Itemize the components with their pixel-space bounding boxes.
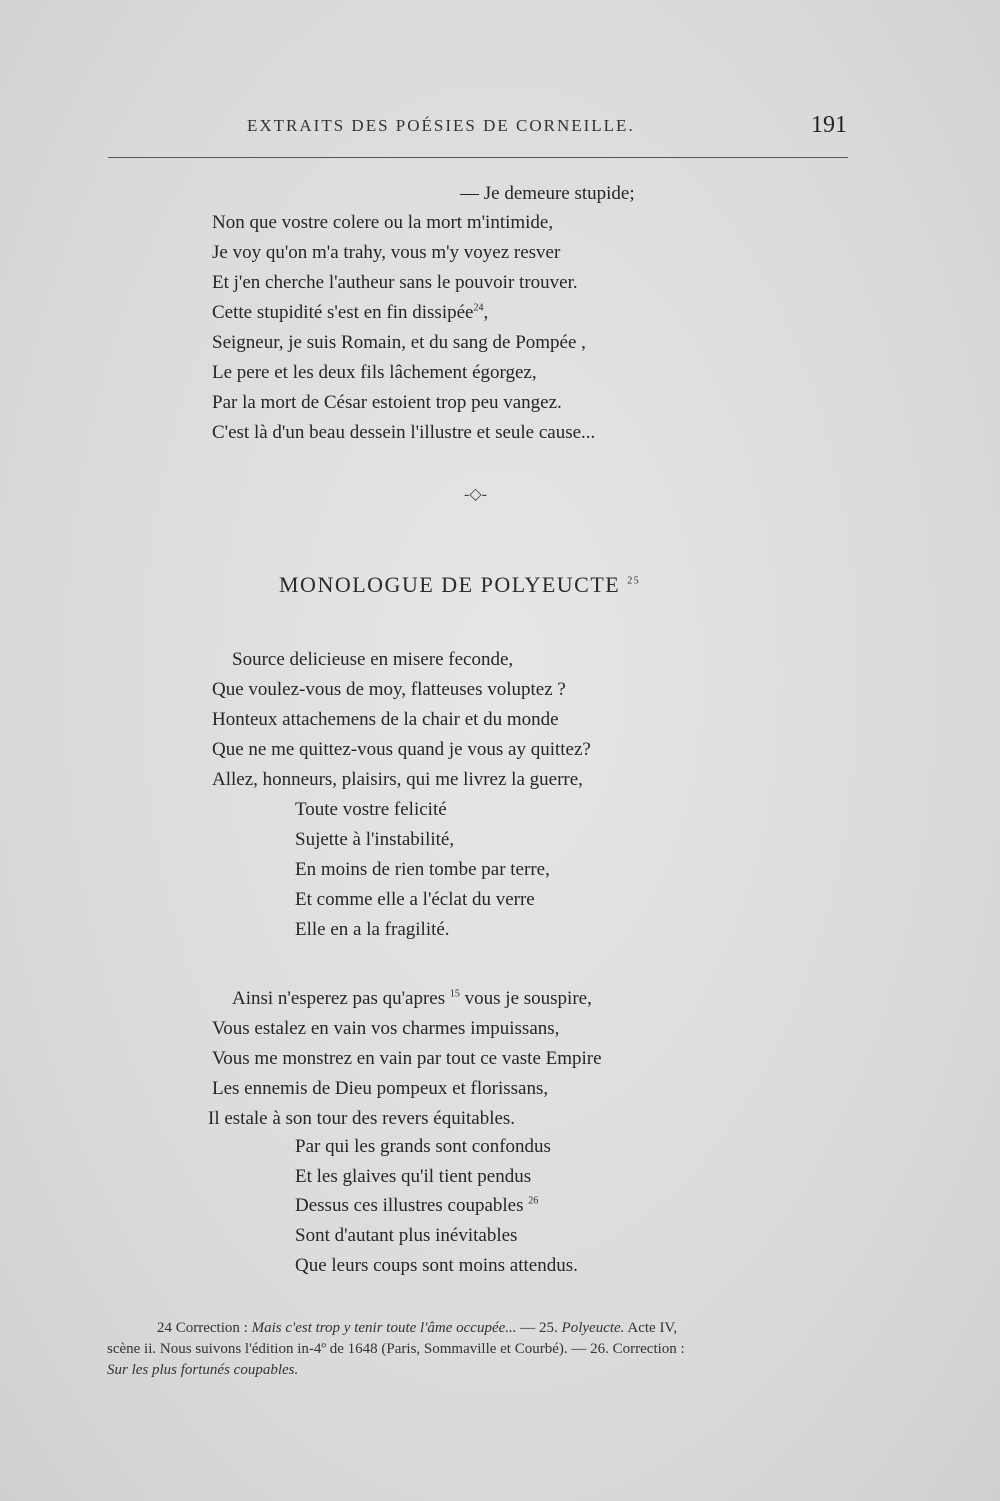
footnote-text: Polyeucte. [561,1320,625,1336]
section-title [279,572,640,598]
verse-line: Et les glaives qu'il tient pendus [295,1166,532,1187]
footnote-label: 25. [539,1320,558,1336]
verse-line [295,1194,538,1218]
header-rule [108,157,848,158]
verse-line: — Je demeure stupide; [460,183,635,204]
verse-line: Elle en a la fragilité. [295,919,450,940]
verse-line: Vous me monstrez en vain par tout ce vaste Empire [212,1048,602,1069]
footnote-line [107,1318,847,1339]
section-title-text: MONOLOGUE DE POLYEUCTE [279,572,621,597]
verse-text: Ainsi n'esperez pas qu'apres [232,988,446,1009]
footnote-separator: — [520,1320,536,1336]
verse-line: Cette stupidité s'est en fin dissipée$^{24}$, [212,302,489,323]
verse-line: C'est là d'un beau dessein l'illustre et seule cause... [212,422,596,443]
footnote-ref: 24 [473,302,484,314]
verse-line: Source delicieuse en misere feconde, [232,649,514,670]
verse-line: Et comme elle a l'éclat du verre [295,889,535,910]
footnote-ref: 15 [449,988,460,1000]
verse-line: Je voy qu'on m'a trahy, vous m'y voyez resver [212,242,561,263]
verse-line: Sujette à l'instabilité, [295,829,455,850]
verse-line: Que leurs coups sont moins attendus. [295,1255,578,1276]
footnote-ref: 25 [627,575,641,587]
footnote-line [107,1339,847,1360]
verse-line: Non que vostre colere ou la mort m'intimide, [212,212,554,233]
verse-line: Il estale à son tour des revers équitables. [208,1108,516,1129]
footnotes [107,1318,847,1381]
verse-line: Sont d'autant plus inévitables [295,1225,518,1246]
verse-line: Les ennemis de Dieu pompeux et florissans, [212,1078,549,1099]
section-ornament: -◇- [464,486,487,503]
footnote-text: scène ii. Nous suivons l'édition in-4º de 1648 (Paris, Sommaville et Courbé). [107,1341,568,1357]
verse-line: Seigneur, je suis Romain, et du sang de Pompée , [212,332,586,353]
verse-text: Cette stupidité s'est en fin dissipée [212,302,474,323]
running-head [245,112,847,146]
verse-line: Par la mort de César estoient trop peu vangez. [212,392,562,413]
verse-line: Que voulez-vous de moy, flatteuses voluptez ? [212,679,566,700]
verse-text: vous je souspire, [464,988,592,1009]
verse-text: Dessus ces illustres coupables [295,1195,524,1216]
verse-line: Le pere et les deux fils lâchement égorgez, [212,362,537,383]
footnote-line [107,1360,847,1381]
verse-line: Allez, honneurs, plaisirs, qui me livrez la guerre, [212,769,583,790]
verse-line: En moins de rien tombe par terre, [295,859,550,880]
running-title: EXTRAITS DES POÉSIES DE CORNEILLE. [247,116,635,135]
footnote-label: — 26. Correction : [571,1341,685,1357]
verse-line: Vous estalez en vain vos charmes impuissans, [212,1018,560,1039]
verse-line [232,987,592,1011]
footnote-ref: 26 [528,1195,539,1207]
verse-line: Que ne me quittez-vous quand je vous ay quittez? [212,739,591,760]
footnote-text: Mais c'est trop y tenir toute l'âme occupée... [251,1320,517,1336]
footnote-label: 24 Correction : [157,1320,248,1336]
footnote-text: Acte IV, [627,1320,678,1336]
footnote-text: Sur les plus fortunés coupables. [107,1362,299,1378]
verse-line: Honteux attachemens de la chair et du monde [212,709,559,730]
verse-line: Toute vostre felicité [295,799,447,820]
verse-line: Par qui les grands sont confondus [295,1136,551,1157]
verse-line: Et j'en cherche l'autheur sans le pouvoir trouver. [212,272,578,293]
page-number: 191 [811,112,847,138]
